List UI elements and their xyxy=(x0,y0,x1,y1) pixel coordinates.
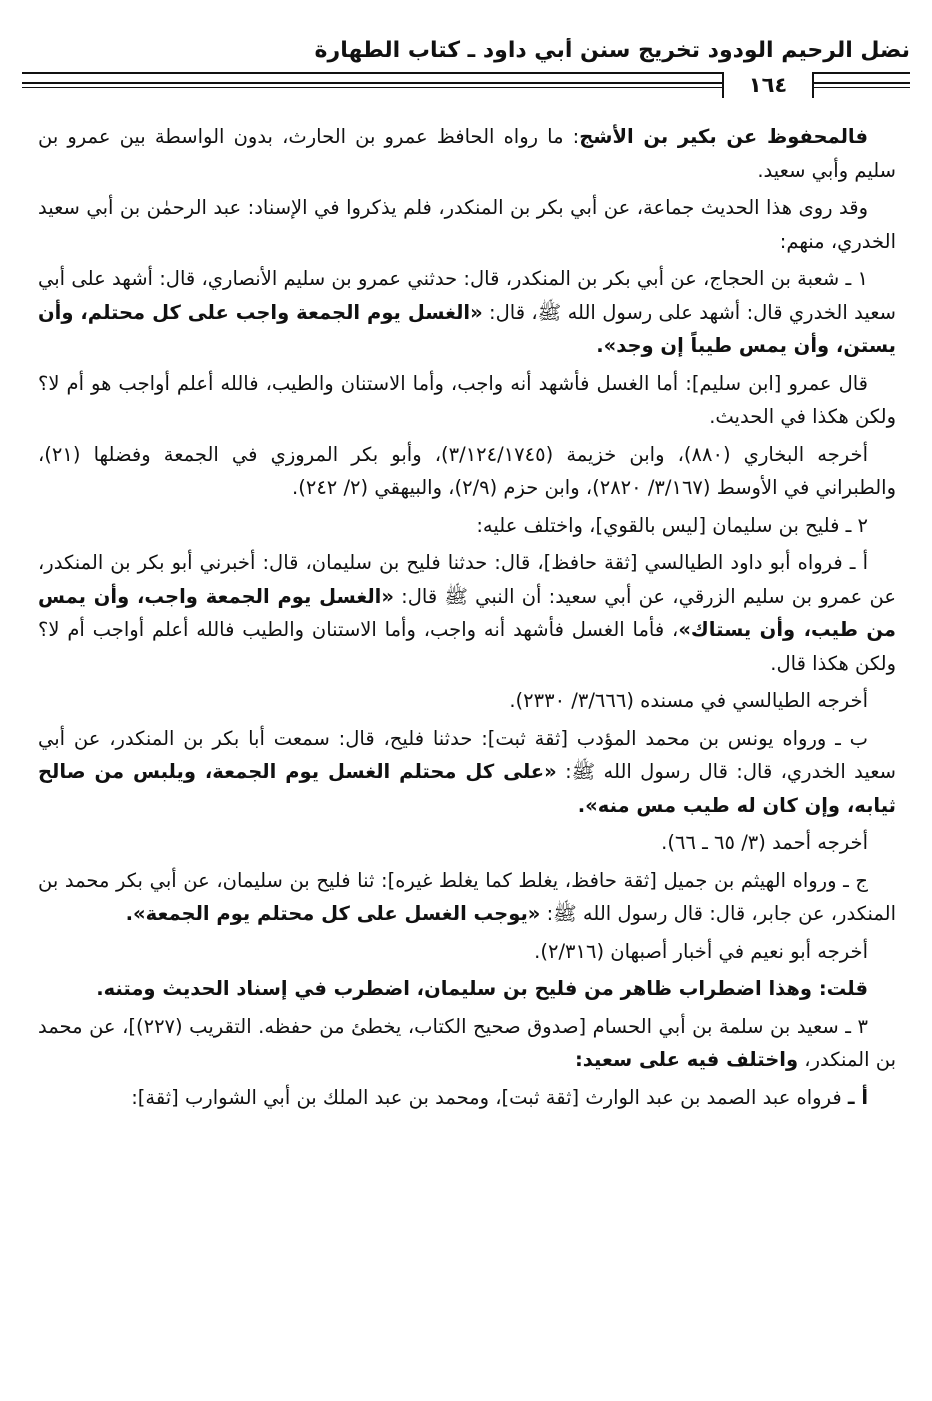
paragraph-text: ب ـ ورواه يونس بن محمد المؤدب [ثقة ثبت]: حدثنا فليح، قال: سمعت أبا بكر بن المنكدر، عن أبي سعيد الخدري، قال: قال رسول الله ﷺ: xyxy=(38,726,896,783)
citation-text: أخرجه الطيالسي في مسنده (٣/٦٦٦/ ٢٣٣٠). xyxy=(509,689,868,712)
paragraph-bold-lead: أ ـ xyxy=(847,1085,868,1109)
paragraph-14 xyxy=(38,1010,896,1077)
paragraph-text: ١ ـ شعبة بن الحجاج، عن أبي بكر بن المنكدر، قال: حدثني عمرو بن سليم الأنصاري، قال: أشهد على أبي سعيد الخدري قال: أشهد على رسول الله ﷺ، قال: xyxy=(38,267,896,324)
paragraph-text: فرواه عبد الصمد بن عبد الوارث [ثقة ثبت]، ومحمد بن عبد الملك بن أبي الشوارب [ثقة]: xyxy=(131,1085,848,1109)
paragraph-13 xyxy=(38,972,896,1006)
hadith-quote: «على كل محتلم الغسل يوم الجمعة، ويلبس من صالح ثيابه، وإن كان له طيب مس منه». xyxy=(38,760,896,817)
paragraph-text: ج ـ ورواه الهيثم بن جميل [ثقة حافظ، يغلط كما يغلط غيره]: ثنا فليح بن سليمان، عن أبي بكر محمد بن المنكدر، عن جابر، قال: قال رسول الله ﷺ: xyxy=(38,868,896,925)
paragraph-6 xyxy=(38,509,896,543)
paragraph-12 xyxy=(38,935,896,969)
page-number-rule-right-2 xyxy=(812,87,910,88)
paragraph-11 xyxy=(38,864,896,931)
paragraph-2 xyxy=(38,191,896,258)
paragraph-text: ٢ ـ فليح بن سليمان [ليس بالقوي]، واختلف عليه: xyxy=(476,513,868,537)
page-number-rule-left xyxy=(22,82,722,84)
paragraph-5 xyxy=(38,438,896,505)
hadith-quote: «يوجب الغسل على كل محتلم يوم الجمعة». xyxy=(125,902,541,925)
paragraph-text: وقد روى هذا الحديث جماعة، عن أبي بكر بن المنكدر، فلم يذكروا في الإسناد: عبد الرحمٰن بن أبي سعيد الخدري، منهم: xyxy=(38,196,896,253)
paragraph-1 xyxy=(38,120,896,187)
page-number: ١٦٤ xyxy=(722,72,814,98)
paragraph-bold-lead: فالمحفوظ عن بكير بن الأشج xyxy=(579,125,868,148)
paragraph-4 xyxy=(38,367,896,434)
page-number-rule-right xyxy=(812,82,910,84)
paragraph-15 xyxy=(38,1081,896,1115)
running-head-title: نضل الرحيم الودود تخريج سنن أبي داود ـ كتاب الطهارة xyxy=(314,38,910,63)
page-number-rule-left-2 xyxy=(22,87,722,88)
paragraph-text: أ ـ فرواه أبو داود الطيالسي [ثقة حافظ]، قال: حدثنا فليح بن سليمان، قال: أخبرني أبو بكر بن المنكدر، عن عمرو بن سليم الزرقي، عن أبي سعيد: أن النبي ﷺ قال: xyxy=(38,551,896,608)
author-remark: قلت: وهذا اضطراب ظاهر من فليح بن سليمان، اضطرب في إسناد الحديث ومتنه. xyxy=(96,977,868,1000)
paragraph-9 xyxy=(38,722,896,823)
hadith-quote: «الغسل يوم الجمعة واجب على كل محتلم، وأن يستن، وأن يمس طيباً إن وجد». xyxy=(38,300,896,357)
page-body xyxy=(38,120,896,1118)
paragraph-bold-tail: واختلف فيه على سعيد: xyxy=(574,1048,799,1071)
paragraph-text: قال عمرو [ابن سليم]: أما الغسل فأشهد أنه واجب، وأما الاستنان والطيب، فالله أعلم أواجب هو أم لا؟ ولكن هكذا في الحديث. xyxy=(38,371,896,428)
paragraph-8 xyxy=(38,684,896,718)
paragraph-text: : ما رواه الحافظ عمرو بن الحارث، بدون الواسطة بين عمرو بن سليم وأبي سعيد. xyxy=(38,125,896,182)
paragraph-text: ٣ ـ سعيد بن سلمة بن أبي الحسام [صدوق صحيح الكتاب، يخطئ من حفظه. التقريب (٢٢٧)]، عن محمد بن المنكدر، xyxy=(38,1014,896,1071)
paragraph-7 xyxy=(38,546,896,680)
hadith-quote: «الغسل يوم الجمعة واجب، وأن يمس من طيب، وأن يستاك» xyxy=(38,584,897,641)
citation-text: أخرجه البخاري (٨٨٠)، وابن خزيمة (٣/١٢٤/١٧٤٥)، وأبو بكر المروزي في الجمعة وفضلها (٢١)، والطبراني في الأوسط (٣/١٦٧/ ٢٨٢٠)، وابن حزم (٢/٩)، والبيهقي (٢/ ٢٤٢). xyxy=(38,442,896,499)
citation-text: أخرجه أبو نعيم في أخبار أصبهان (٢/٣١٦). xyxy=(534,939,868,963)
citation-text: أخرجه أحمد (٣/ ٦٥ ـ ٦٦). xyxy=(661,831,868,854)
paragraph-10 xyxy=(38,826,896,860)
paragraph-text-tail: ، فأما الغسل فأشهد أنه واجب، وأما الاستنان والطيب فالله أعلم أواجب أم لا؟ ولكن هكذا قال. xyxy=(38,618,896,675)
paragraph-3 xyxy=(38,262,896,363)
